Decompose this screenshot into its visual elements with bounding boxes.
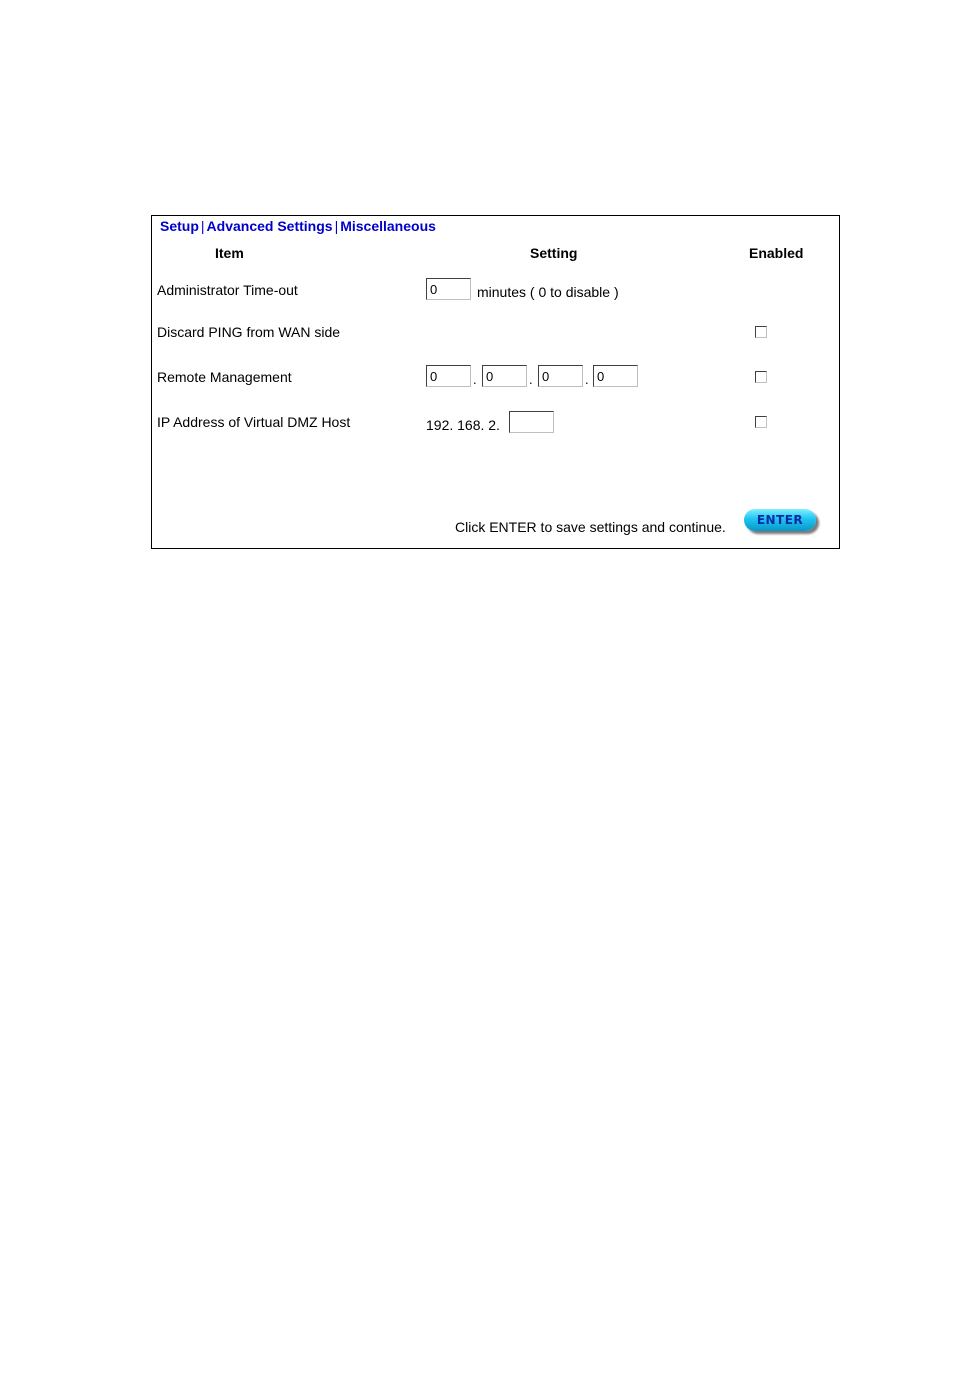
ip-dot-separator: . (585, 372, 589, 387)
breadcrumb-miscellaneous-link[interactable]: Miscellaneous (340, 218, 436, 234)
breadcrumb-separator: | (200, 218, 205, 234)
column-header-enabled: Enabled (749, 245, 804, 261)
breadcrumb-setup-link[interactable]: Setup (160, 218, 199, 234)
remote-mgmt-ip-octet-2[interactable] (482, 365, 527, 387)
remote-mgmt-label: Remote Management (157, 369, 292, 385)
breadcrumb (160, 218, 436, 234)
remote-mgmt-checkbox[interactable] (755, 371, 767, 383)
admin-timeout-input[interactable] (426, 278, 471, 300)
ip-dot-separator: . (473, 372, 477, 387)
admin-timeout-hint: minutes ( 0 to disable ) (477, 284, 619, 300)
column-header-item: Item (215, 245, 244, 261)
enter-button[interactable]: ENTER (744, 509, 816, 531)
breadcrumb-separator: | (334, 218, 339, 234)
remote-mgmt-ip-octet-4[interactable] (593, 365, 638, 387)
discard-ping-checkbox[interactable] (755, 326, 767, 338)
admin-timeout-label: Administrator Time-out (157, 282, 298, 298)
remote-mgmt-ip-octet-1[interactable] (426, 365, 471, 387)
dmz-host-label: IP Address of Virtual DMZ Host (157, 414, 351, 430)
misc-settings-panel (151, 215, 840, 549)
discard-ping-label: Discard PING from WAN side (157, 324, 341, 340)
dmz-host-checkbox[interactable] (755, 416, 767, 428)
save-instruction: Click ENTER to save settings and continue. (455, 519, 726, 535)
dmz-host-ip-prefix: 192. 168. 2. (426, 417, 500, 433)
dmz-host-input[interactable] (509, 411, 554, 433)
breadcrumb-advanced-link[interactable]: Advanced Settings (206, 218, 333, 234)
remote-mgmt-ip-octet-3[interactable] (538, 365, 583, 387)
ip-dot-separator: . (529, 372, 533, 387)
column-header-setting: Setting (530, 245, 578, 261)
